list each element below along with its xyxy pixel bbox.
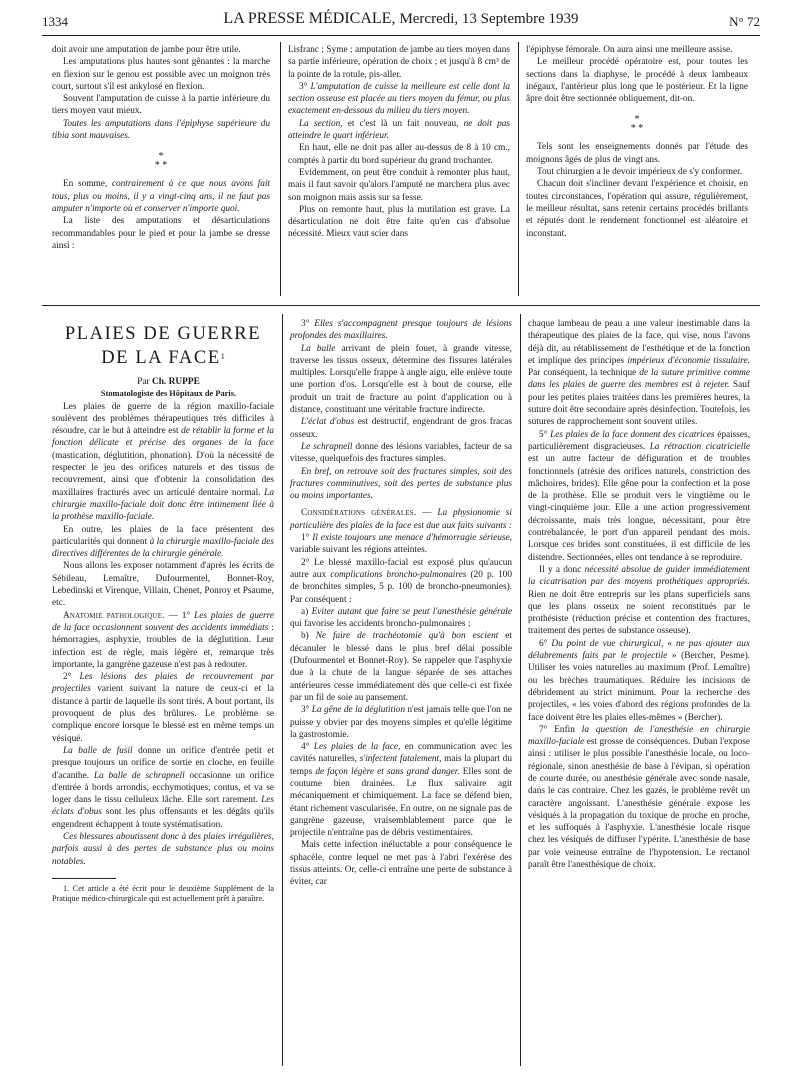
issue-number: N° 72 <box>729 14 760 29</box>
article-column-3 <box>528 318 750 871</box>
column-divider <box>280 42 281 296</box>
paragraph: 6° Du point de vue chirurgical, « ne pas ajouter aux délabrements faits par le projectile » (Bercher, Pesme). Utiliser les voies naturelles au maximum (Prof. Lemaître) ou les brèches traumatiques. Réduire les incisions de débridement au strict minimum. Pour la recherche des projectiles, « les voies d'abord des régions profondes de la face doivent être les plaies elles-mêmes » (Bercher). <box>528 638 750 723</box>
paragraph: Le schrapnell donne des lésions variables, facteur de sa vitesse, quelquefois des fractures simples. <box>290 441 512 465</box>
paragraph: 3° Elles s'accompagnent presque toujours de lésions profondes des maxillaires. <box>290 319 512 342</box>
paragraph: En somme, contrairement à ce que nous avons fait tous, plus ou moins, il y a vingt-cinq ans, il ne faut pas amputer n'importe où et conserver n'importe quoi. <box>52 179 271 214</box>
paragraph: Tels sont les enseignements donnés par l'étude des moignons âgés de plus de vingt ans. <box>526 142 748 165</box>
paragraph: Les plaies de guerre de la région maxillo-faciale soulèvent des problèmes thérapeutiques très difficiles à résoudre, car le but à atteindre est de rétablir la forme et la fonction délicate et précise des organes de la face (mastication, déglutition, phonation). D'où la nécessité de respecter le jeu des orifices naturels et des tissus de recouvrement, ainsi que d'obtenir la consolidation des maxillaires fracturés avec un articulé dentaire normal. La chirurgie maxillo-faciale doit donc être intimement liée à la prothèse maxillo-faciale. <box>52 401 274 523</box>
paragraph: 1° Il existe toujours une menace d'hémorragie sérieuse, variable suivant les régions atteintes. <box>290 533 512 556</box>
article-column-2 <box>290 318 512 889</box>
paragraph: L'éclat d'obus est destructif, engendrant de gros fracas osseux. <box>290 417 512 440</box>
paragraph: doit avoir une amputation de jambe pour être utile. <box>52 45 241 55</box>
paragraph: Le meilleur procédé opératoire est, pour toutes les sections dans la diaphyse, le procédé à deux lambeaux inégaux, l'antérieur plus long que le postérieur. Et la ligne âpre doit être sectionnée obliquement, dit-on. <box>526 57 748 105</box>
paragraph: En haut, elle ne doit pas aller au-dessus de 8 à 10 cm., comptés à partir du bord supérieur du grand trochanter. <box>288 143 510 166</box>
section-heading: Considérations générales. <box>301 508 417 519</box>
paragraph: Tout chirurgien a le devoir impérieux de s'y conformer. <box>537 167 743 178</box>
top-column-1 <box>52 44 270 252</box>
footnote: 1. Cet article a été écrit pour le deuxième Supplément de la Pratique médico-chirurgicale qui est actuellement prêt à paraître. <box>52 883 274 903</box>
author-affiliation: Stomatologiste des Hôpitaux de Paris. <box>100 389 237 399</box>
page-header <box>42 8 760 32</box>
paragraph: Evidemment, on peut être conduit à remonter plus haut, mais il faut savoir qu'alors l'amputé ne marchera plus avec son moignon mais assis sur sa fesse. <box>288 167 510 203</box>
paragraph: Mais cette infection inéluctable a pour conséquence le sphacèle, contre lequel ne met pas à l'abri l'exérèse des tissus atteints. Or, celle-ci entraîne une perte de substance à éviter, car <box>290 840 512 888</box>
paragraph: chaque lambeau de peau a une valeur inestimable dans la thérapeutique des plaies de la face, qui vise, nous l'avons déjà dit, au rétablissement de l'esthétique et de la fonction et implique des principes impérieux d'économie tissulaire. Par conséquent, la technique de la suture primitive comme dans les plaies de guerre des membres est à rejeter. Sauf pour les petites plaies traitées dans les premières heures, la suture doit être secondaire après désinfection. Toutefois, les sutures de rapprochement sont souvent utiles. <box>528 319 751 428</box>
paragraph: b) Ne faire de trachéotomie qu'à bon escient et décanuler le blessé dans le plus bref délai possible (Dufourmentel et Bonnet-Roy). Se rappeler que l'asphyxie due à la chute de la langue séparée de ses attaches antérieures cesse immédiatement dès que celle-ci est fixée par un fil de soie au pansement. <box>290 631 512 703</box>
section-ornament: * * * <box>154 151 168 172</box>
section-ornament: * * * <box>630 114 644 135</box>
paragraph: 5° Les plaies de la face donnent des cicatrices épaisses, particulièrement disgracieuses. La rétraction cicatricielle est un autre facteur de défiguration et de troubles fonctionnels (atrésie des orifices naturels, constriction des mâchoires, brides). Elle gêne pour la confection et la pose de la prothèse. Elle se produit vers le vingtième ou le vingt-cinquième jour. Elle a une action progressivement décroissante, mais très longue, nécessitant, pour être contrebalancée, le port d'un appareil pendant des mois. Lorsque ces brides sont constituées, il est difficile de les distendre. Sectionnées, elles ont tendance à se reproduire. <box>528 429 750 563</box>
column-divider <box>520 314 521 1066</box>
paragraph: 2° Les lésions des plaies de recouvrement par projectiles varient suivant la nature de ceux-ci et la distance à partir de laquelle ils sont tirés. A bout portant, ils provoquent de plus des brûlures. Le problème se complique encore lorsque le blessé est en même temps un vésiqué. <box>52 672 274 744</box>
section-rule <box>42 305 760 306</box>
top-column-3 <box>526 44 748 240</box>
paragraph: Anatomie pathologique. — 1° Les plaies de guerre de la face occasionnent souvent des accidents immédiats : hémorragies, asphyxie, troubles de la déglutition. Leur infection est de règle, mais légère et, remarque très importante, la gangrène gazeuse n'est pas à redouter. <box>52 610 275 670</box>
article-title: PLAIES DE GUERRE DE LA FACE$^1$ <box>64 324 262 368</box>
section-heading: Anatomie pathologique. <box>63 610 165 621</box>
paragraph: Plus on remonte haut, plus la mutilation est grave. La désarticulation ne doit être faite qu'en cas d'absolue nécessité. Mieux vaut scier dans <box>288 204 510 240</box>
column-divider <box>282 314 283 1066</box>
paragraph: 3° La gêne de la déglutition n'est jamais telle que l'on ne puisse y obvier par des moyens simples et qu'elle légitime la gastrostomie. <box>290 705 512 740</box>
journal-title: LA PRESSE MÉDICALE, <box>223 10 396 27</box>
paragraph: 3° L'amputation de cuisse la meilleure est celle dont la section osseuse est placée au tiers moyen du fémur, ou plus exactement en-dessous du milieu du tiers moyen. <box>288 81 510 117</box>
paragraph: En outre, les plaies de la face présentent des particularités qui donnent à la chirurgie maxillo-faciale des directives différentes de la chirurgie générale. <box>52 524 274 560</box>
paragraph: La liste des amputations et désarticulations recommandables pour le pied et pour la jambe se dresse ainsi : <box>52 216 270 251</box>
paragraph: Il y a donc nécessité absolue de guider immédiatement la cicatrisation par des moyens prothétiques appropriés. Rien ne doit être entrepris sur les plans superficiels sans que les plans osseux ne soient reconstitués par le prothésiste (réduction précise et contention des fractures, traitement des pertes de substance osseuse). <box>528 564 751 637</box>
journal-header <box>42 10 760 28</box>
paragraph: Toutes les amputations dans l'épiphyse supérieure du tibia sont mauvaises. <box>52 118 270 142</box>
page-number: 1334 <box>42 14 68 29</box>
paragraph: Souvent l'amputation de cuisse à la partie inférieure du tiers moyen vaut mieux. <box>52 94 270 117</box>
column-divider <box>518 42 519 296</box>
top-column-2 <box>288 44 510 241</box>
paragraph: 4° Les plaies de la face, en communication avec les cavités naturelles, s'infectent fatalement, mais la plupart du temps de façon légère et sans grand danger. Elles sont de coutume bien drainées. Le flux salivaire agit mécaniquement et chimiquement. La face se défend bien, étant richement vascularisée. En outre, on ne signale pas de gangrène gazeuse, vraisemblablement parce que le projectile n'entraîne pas de débris vestimentaires. <box>290 742 512 839</box>
article-author: Par Ch. RUPPE <box>137 377 200 387</box>
paragraph: l'épiphyse fémorale. On aura ainsi une meilleure assise. <box>526 45 733 55</box>
paragraph: 2° Le blessé maxillo-facial est exposé plus qu'aucun autre aux complications broncho-pulmonaires (20 p. 100 de bronchites simples, 5 p. 100 de broncho-pneumonies). Par conséquent : <box>290 557 512 605</box>
paragraph: Ces blessures aboutissent donc à des plaies irrégulières, parfois aussi à des pertes de substance plus ou moins notables. <box>52 831 274 867</box>
paragraph: En bref, on retrouve soit des fractures simples, soit des fractures comminutives, soit des pertes de substance plus ou moins importantes. <box>290 466 512 502</box>
paragraph: La balle de fusil donne un orifice d'entrée petit et presque toujours un orifice de sortie en cloche, en feuille d'acanthe. La balle de schrapnell occasionne un orifice d'entrée à bords arrondis, ecchymotiques, contus, et va se loger dans le tissu celluleux lâche. Elle sort rarement. Les éclats d'obus sont les plus offensants et les dégâts qu'ils engendrent échappent à toute systématisation. <box>52 745 274 830</box>
issue-date: Mercredi, 13 Septembre 1939 <box>399 11 579 27</box>
paragraph: Lisfranc ; Syme ; amputation de jambe au tiers moyen dans sa partie inférieure, opération de choix ; et jusqu'à 8 cm³ de la pointe de la rotule, pis-aller. <box>288 45 510 80</box>
paragraph: 7° Enfin la question de l'anesthésie en chirurgie maxillo-faciale est grosse de conséquences. Duban l'expose ainsi : utiliser le plus possible l'anesthésie locale, ou loco-régionale, sinon anesthésie de base à l'évipan, si opération de courte durée, ou anesthésie générale avec sonde nasale, dans le cas contraire. Chez les gazés, le problème revêt un caractère angoissant. L'anesthésie générale expose les vésiqués à la propagation du toxique de proche en proche, et les suffoqués à l'asphyxie. L'anesthésie locale risque chez les vésiqués de diffuser l'ypérite. L'anesthésie de base par voie veineuse entraîne de l'hypotension. Le rectanol paraît être l'anesthésique de choix. <box>528 724 750 871</box>
paragraph: Les amputations plus hautes sont gênantes : la marche en flexion sur le genou est possible avec un moignon très court, surtout s'il est ankylosé en flexion. <box>52 57 270 92</box>
footnote-marker: 1 <box>220 352 225 361</box>
header-rule <box>42 35 760 36</box>
paragraph: Considérations générales. — La physionomie si particulière des plaies de la face est due aux faits suivants : <box>290 508 512 531</box>
paragraph: a) Eviter autant que faire se peut l'anesthésie générale qui favorise les accidents broncho-pulmonaires ; <box>290 606 512 630</box>
article-column-1 <box>52 318 274 904</box>
paragraph: La section, et c'est là un fait nouveau, ne doit pas atteindre le quart inférieur. <box>288 118 510 142</box>
paragraph: La balle arrivant de plein fouet, à grande vitesse, traverse les tissus osseux, détermine des fissures latérales multiples. Lorsqu'elle frappe à angle aigu, elle enlève toute une portion d'os. Lorsqu'elle est à bout de course, elle produit un trait de fracture au point d'application ou à distance, constituant une véritable fracture indirecte. <box>290 343 512 416</box>
paragraph: Nous allons les exposer notamment d'après les écrits de Sébileau, Lemaître, Dufourmentel, Bonnet-Roy, Lebedinski et Virenque, Villain, Chenet, Ponroy et Psaume, etc. <box>52 561 274 609</box>
footnote-rule <box>52 878 116 879</box>
paragraph: Chacun doit s'incliner devant l'expérience et choisir, en toutes circonstances, l'opération qui assure, régulièrement, le meilleur résultat, sans retenir certains procédés brillants et réputés dont le rendement fonctionnel est aléatoire et inconstant. <box>526 179 748 239</box>
